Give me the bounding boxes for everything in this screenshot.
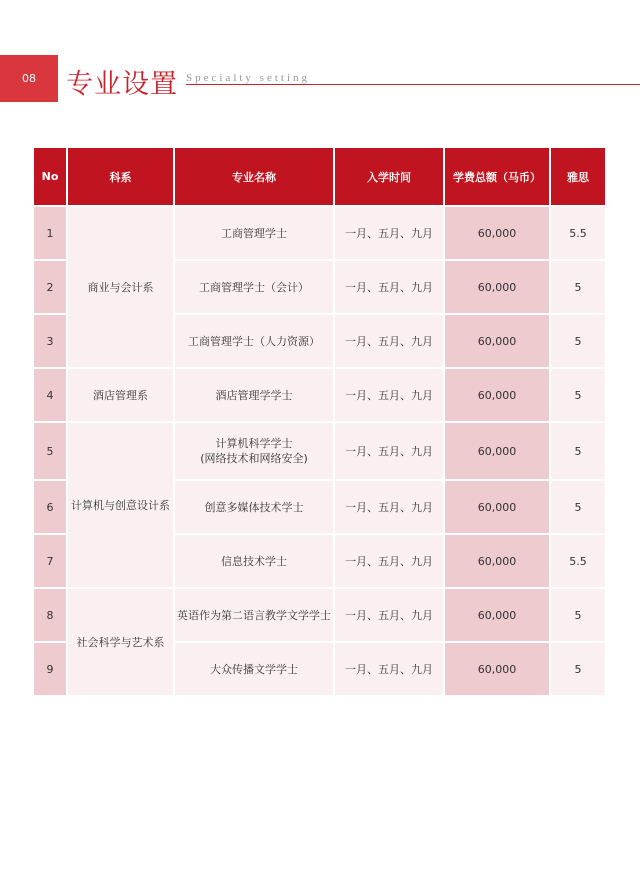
ielts-score: 5 [551, 369, 605, 421]
major-name-multiline [175, 423, 333, 479]
table-row [34, 369, 605, 421]
intake-time: 一月、五月、九月 [335, 535, 443, 587]
tuition-fee: 60,000 [445, 369, 549, 421]
intake-time: 一月、五月、九月 [335, 261, 443, 313]
major-name: 计算机科学学士 [215, 437, 293, 450]
row-number: 5 [34, 423, 66, 479]
row-number: 8 [34, 589, 66, 641]
tuition-fee: 60,000 [445, 423, 549, 479]
intake-time: 一月、五月、九月 [335, 369, 443, 421]
col-header-no: No [34, 148, 66, 205]
col-header-intake: 入学时间 [335, 148, 443, 205]
intake-time: 一月、五月、九月 [335, 315, 443, 367]
intake-time: 一月、五月、九月 [335, 589, 443, 641]
tuition-fee: 60,000 [445, 261, 549, 313]
tuition-fee: 60,000 [445, 315, 549, 367]
intake-time: 一月、五月、九月 [335, 481, 443, 533]
department-cell: 社会科学与艺术系 [68, 589, 173, 695]
tuition-fee: 60,000 [445, 207, 549, 259]
major-name: 工商管理学士（人力资源） [175, 315, 333, 367]
ielts-score: 5.5 [551, 207, 605, 259]
row-number: 4 [34, 369, 66, 421]
table-row [34, 207, 605, 259]
intake-time: 一月、五月、九月 [335, 643, 443, 695]
major-name: 酒店管理学学士 [175, 369, 333, 421]
ielts-score: 5 [551, 261, 605, 313]
department-cell: 酒店管理系 [68, 369, 173, 421]
major-name-detail: (网络技术和网络安全) [200, 452, 308, 465]
major-name: 信息技术学士 [175, 535, 333, 587]
page-title: 专业设置 [66, 69, 178, 100]
major-name: 工商管理学士 [175, 207, 333, 259]
ielts-score: 5 [551, 589, 605, 641]
ielts-score: 5 [551, 643, 605, 695]
table-header-row [34, 148, 605, 205]
intake-time: 一月、五月、九月 [335, 207, 443, 259]
page-number-badge [0, 55, 58, 102]
page-subtitle: Specialty setting [186, 72, 311, 84]
row-number: 2 [34, 261, 66, 313]
ielts-score: 5 [551, 315, 605, 367]
tuition-fee: 60,000 [445, 481, 549, 533]
department-cell: 计算机与创意设计系 [68, 423, 173, 587]
ielts-score: 5 [551, 481, 605, 533]
major-name: 创意多媒体技术学士 [175, 481, 333, 533]
intake-time: 一月、五月、九月 [335, 423, 443, 479]
ielts-score: 5 [551, 423, 605, 479]
col-header-major: 专业名称 [175, 148, 333, 205]
department-cell: 商业与会计系 [68, 207, 173, 367]
row-number: 9 [34, 643, 66, 695]
major-name: 英语作为第二语言教学文学学士 [175, 589, 333, 641]
row-number: 6 [34, 481, 66, 533]
tuition-fee: 60,000 [445, 589, 549, 641]
ielts-score: 5.5 [551, 535, 605, 587]
col-header-department: 科系 [68, 148, 173, 205]
major-name: 工商管理学士（会计） [175, 261, 333, 313]
row-number: 7 [34, 535, 66, 587]
tuition-fee: 60,000 [445, 535, 549, 587]
tuition-fee: 60,000 [445, 643, 549, 695]
major-name: 大众传播文学学士 [175, 643, 333, 695]
page-number: 08 [22, 72, 36, 85]
table-row [34, 589, 605, 641]
col-header-ielts: 雅思 [551, 148, 605, 205]
table-row [34, 423, 605, 479]
specialty-table [32, 146, 607, 697]
row-number: 1 [34, 207, 66, 259]
row-number: 3 [34, 315, 66, 367]
col-header-fee: 学费总额（马币） [445, 148, 549, 205]
title-divider [186, 84, 640, 85]
